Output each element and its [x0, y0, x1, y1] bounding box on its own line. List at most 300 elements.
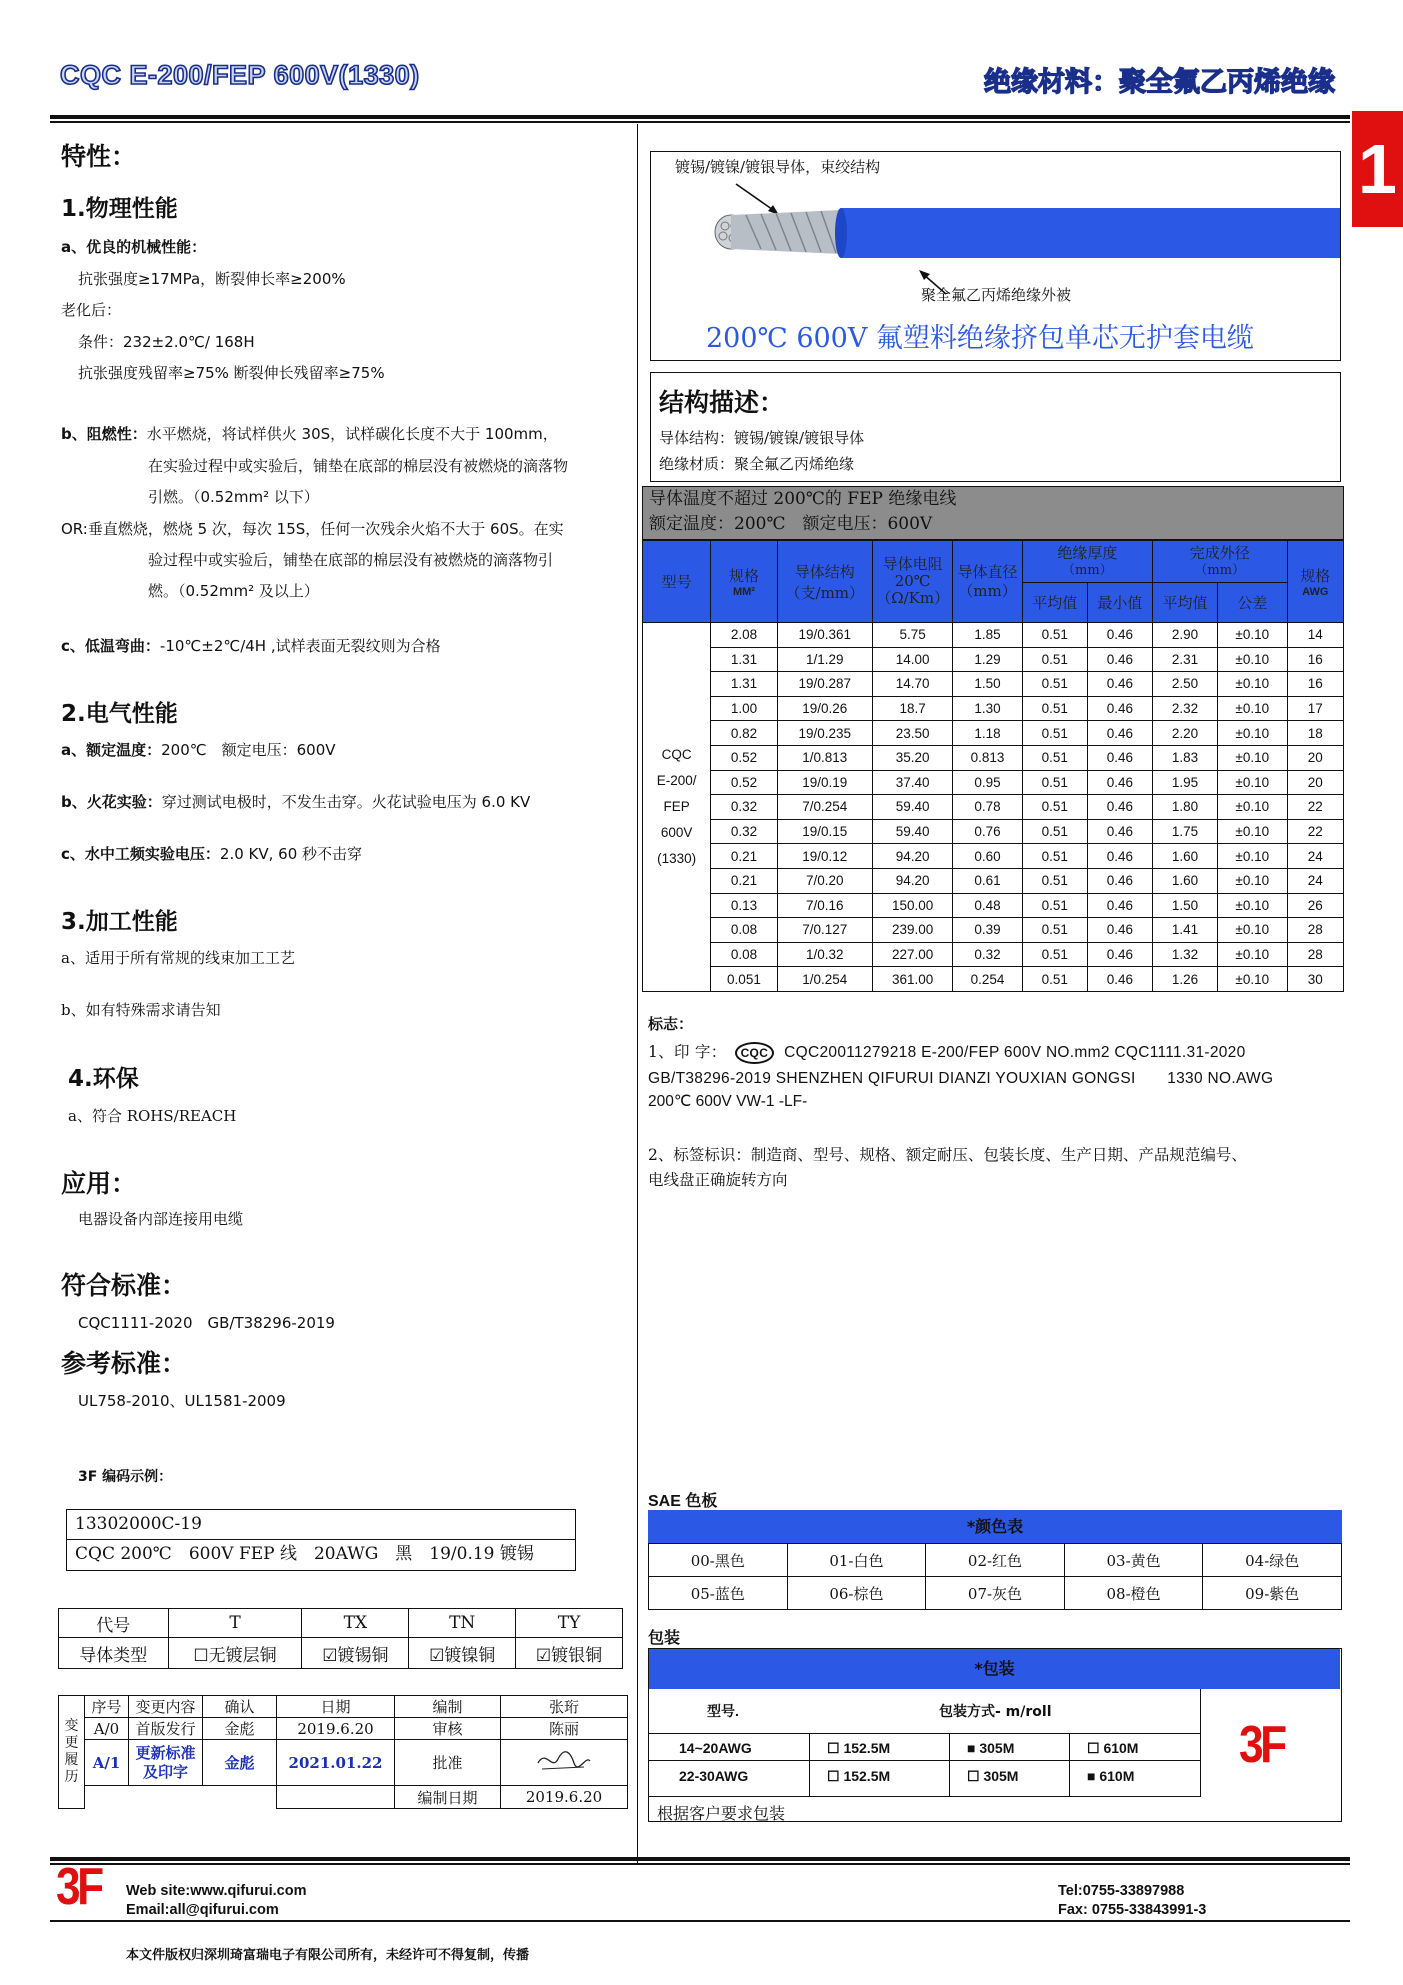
spec-row	[643, 770, 1344, 795]
spec-cell: 0.51	[1022, 721, 1087, 746]
spec-cell: ±0.10	[1218, 967, 1287, 992]
spec-cell: 0.46	[1087, 819, 1152, 844]
th-res-unit: （Ω/Km）	[876, 589, 950, 607]
spec-cell: 7/0.254	[777, 795, 873, 820]
spec-cell: 35.20	[873, 745, 953, 770]
th-model: 型号	[643, 541, 711, 623]
banner-line2: 额定温度：200℃ 额定电压：600V	[649, 514, 933, 534]
footer-tel: Tel:0755-33897988	[1058, 1883, 1185, 1899]
spec-cell: 239.00	[873, 918, 953, 943]
spec-row	[643, 672, 1344, 697]
spec-cell: 0.46	[1087, 942, 1152, 967]
spec-cell: 23.50	[873, 721, 953, 746]
spec-cell: 2.32	[1152, 696, 1217, 721]
code-header: 代号	[59, 1609, 169, 1638]
spec-cell: 1.50	[1152, 893, 1217, 918]
revision-cell: 金彪	[203, 1718, 277, 1740]
spec-cell: 16	[1287, 647, 1344, 672]
code-table	[58, 1608, 623, 1669]
spec-cell: 22	[1287, 795, 1344, 820]
revision-table	[58, 1695, 628, 1809]
spec-cell: 0.46	[1087, 893, 1152, 918]
diagram-caption: 200℃ 600V 氟塑料绝缘挤包单芯无护套电缆	[706, 323, 1254, 354]
mech-title: a、优良的机械性能：	[61, 238, 207, 256]
spec-cell: 0.51	[1022, 647, 1087, 672]
spec-table	[642, 540, 1344, 992]
marking-title: 标志：	[648, 1015, 694, 1033]
flame-label: b、阻燃性：	[61, 425, 147, 443]
color-cell: 07-灰色	[926, 1577, 1065, 1610]
flame-line1: 水平燃烧，将试样供火 30S，试样碳化长度不大于 100mm，	[146, 425, 558, 443]
spec-cell: 1.95	[1152, 770, 1217, 795]
spec-cell: 59.40	[873, 819, 953, 844]
spec-row	[643, 745, 1344, 770]
vertical-line1: OR:垂直燃烧，燃烧 5 次，每次 15S，任何一次残余火焰不大于 60S。在实	[61, 520, 564, 538]
packing-logo: 3F	[1238, 1716, 1284, 1774]
color-cell: 09-紫色	[1203, 1577, 1342, 1610]
th-od-unit: （mm）	[1194, 562, 1246, 578]
revision-footer-label: 编制日期	[395, 1786, 501, 1809]
spec-cell: 1.75	[1152, 819, 1217, 844]
spec-cell: 0.46	[1087, 647, 1152, 672]
spec-cell: 5.75	[873, 623, 953, 648]
spec-cell: ±0.10	[1218, 819, 1287, 844]
spec-cell: 19/0.12	[777, 844, 873, 869]
spec-cell: 0.51	[1022, 967, 1087, 992]
spec-cell: 14	[1287, 623, 1344, 648]
spec-cell: 0.46	[1087, 721, 1152, 746]
spec-cell: 18.7	[873, 696, 953, 721]
spec-cell: 0.51	[1022, 672, 1087, 697]
spec-cell: 0.82	[711, 721, 777, 746]
packing-h-model: 型号.	[707, 1703, 739, 1719]
revision-cell: A/1	[85, 1740, 129, 1786]
checkbox-icon: ☑	[535, 1645, 552, 1666]
spec-cell: 22	[1287, 819, 1344, 844]
color-cell: 06-棕色	[787, 1577, 926, 1610]
colors-bar: *颜色表	[648, 1510, 1342, 1543]
signature	[501, 1740, 628, 1786]
standards-title: 符合标准：	[61, 1271, 187, 1300]
th-ins-unit: （mm）	[1062, 562, 1113, 578]
spec-cell: 37.40	[873, 770, 953, 795]
packing-option: 305M	[983, 1768, 1019, 1784]
spark-text: 穿过测试电极时，不发生击穿。火花试验电压为 6.0 KV	[161, 793, 531, 811]
spec-cell: 0.46	[1087, 795, 1152, 820]
th-od-avg: 平均值	[1152, 583, 1217, 623]
th-size: 规格	[728, 567, 759, 585]
spec-cell: 0.48	[953, 893, 1022, 918]
spec-cell: 0.051	[711, 967, 777, 992]
packing-option: 152.5M	[843, 1740, 891, 1756]
spec-cell: 0.254	[953, 967, 1022, 992]
standards-text: CQC1111-2020 GB/T38296-2019	[78, 1314, 335, 1332]
spec-cell: 20	[1287, 770, 1344, 795]
packing-box	[648, 1648, 1342, 1822]
spec-cell: 0.76	[953, 819, 1022, 844]
code-option: 镀镍铜	[444, 1645, 496, 1666]
spec-cell: 0.46	[1087, 770, 1152, 795]
spec-cell: 1.80	[1152, 795, 1217, 820]
spec-cell: 28	[1287, 918, 1344, 943]
footer-rule-thin	[50, 1863, 1350, 1865]
spec-cell: 0.51	[1022, 770, 1087, 795]
packing-option: 305M	[979, 1740, 1015, 1756]
spec-cell: ±0.10	[1218, 672, 1287, 697]
spec-row	[643, 819, 1344, 844]
spec-cell: 1/0.254	[777, 967, 873, 992]
code-header: TN	[409, 1609, 516, 1638]
spec-cell: 20	[1287, 745, 1344, 770]
spec-cell: ±0.10	[1218, 942, 1287, 967]
spec-cell: 0.46	[1087, 745, 1152, 770]
reference-text: UL758-2010、UL1581-2009	[78, 1392, 286, 1410]
env-a: a、符合 ROHS/REACH	[68, 1107, 237, 1125]
packing-grid	[649, 1689, 1201, 1797]
banner-line1: 导体温度不超过 200℃的 FEP 绝缘电线	[649, 489, 957, 509]
color-table	[648, 1543, 1342, 1610]
spec-cell: 0.46	[1087, 672, 1152, 697]
spec-model-line: E-200/	[656, 772, 697, 788]
spec-cell: 1/1.29	[777, 647, 873, 672]
footer-logo: 3F	[55, 1858, 101, 1916]
marking-label-1: 1、印 字：	[648, 1043, 727, 1061]
revision-cell: 2021.01.22	[277, 1740, 395, 1786]
packing-title: 包装	[648, 1628, 681, 1647]
spec-cell: 24	[1287, 868, 1344, 893]
color-cell: 04-绿色	[1203, 1544, 1342, 1577]
spec-cell: 1.00	[711, 696, 777, 721]
th-size-unit: MM²	[732, 586, 755, 598]
th-awg: 规格	[1300, 567, 1331, 585]
spec-row	[643, 893, 1344, 918]
spec-cell: 0.51	[1022, 745, 1087, 770]
spec-model-line: 600V	[660, 824, 693, 840]
revision-header: 序号	[85, 1696, 129, 1718]
application-title: 应用：	[61, 1169, 137, 1198]
revision-cell: 陈丽	[501, 1718, 628, 1740]
spec-model-line: (1330)	[657, 850, 697, 866]
spec-row	[643, 868, 1344, 893]
spec-cell: 0.13	[711, 893, 777, 918]
packing-option: 610M	[1099, 1768, 1135, 1784]
revision-cell: 2019.6.20	[277, 1718, 395, 1740]
spark-label: b、火花实验：	[61, 793, 162, 811]
th-ins: 绝缘厚度	[1057, 543, 1118, 562]
water-text: 2.0 KV, 60 秒不击穿	[219, 845, 363, 863]
footer-copyright: 本文件版权归深圳琦富瑞电子有限公司所有，未经许可不得复制，传播	[126, 1948, 530, 1963]
spec-row	[643, 696, 1344, 721]
spec-cell: 30	[1287, 967, 1344, 992]
spec-cell: ±0.10	[1218, 844, 1287, 869]
spec-cell: 0.78	[953, 795, 1022, 820]
revision-header: 变更内容	[129, 1696, 203, 1718]
processing-b: b、如有特殊需求请告知	[61, 1001, 221, 1019]
env-title: 4.环保	[68, 1066, 139, 1092]
spec-row	[643, 623, 1344, 648]
code-option: 镀银铜	[551, 1645, 603, 1666]
code-option: 镀锡铜	[337, 1645, 389, 1666]
spec-cell: 17	[1287, 696, 1344, 721]
spec-cell: 0.51	[1022, 795, 1087, 820]
revision-cell: 审核	[395, 1718, 501, 1740]
th-ins-avg: 平均值	[1022, 583, 1087, 623]
code-header: TX	[302, 1609, 409, 1638]
spec-cell: 2.08	[711, 623, 777, 648]
th-struct: 导体结构	[794, 562, 855, 581]
color-cell: 03-黄色	[1064, 1544, 1203, 1577]
spec-cell: 0.51	[1022, 819, 1087, 844]
header-doc-code: CQC E-200/FEP 600V(1330)	[60, 60, 420, 90]
spec-row	[643, 942, 1344, 967]
revision-header: 日期	[277, 1696, 395, 1718]
th-od: 完成外径	[1189, 543, 1250, 562]
spec-cell: 0.813	[953, 745, 1022, 770]
header-rule	[50, 115, 1350, 119]
code-header: TY	[516, 1609, 623, 1638]
spec-cell: 1.50	[953, 672, 1022, 697]
spec-cell: 0.51	[1022, 623, 1087, 648]
vertical-line3: 燃。（0.52mm² 及以上）	[148, 582, 319, 600]
structure-conductor: 导体结构：镀锡/镀镍/镀银导体	[659, 429, 865, 447]
column-divider	[637, 124, 638, 1864]
spec-cell: 0.46	[1087, 868, 1152, 893]
spec-cell: 14.70	[873, 672, 953, 697]
spec-cell: 0.51	[1022, 893, 1087, 918]
spec-cell: ±0.10	[1218, 795, 1287, 820]
spec-cell: 0.39	[953, 918, 1022, 943]
revision-side-label: 变更履历	[59, 1696, 85, 1809]
marking-line3: 200℃ 600V VW-1 -LF-	[648, 1093, 808, 1110]
color-cell: 00-黑色	[649, 1544, 788, 1577]
th-ins-min: 最小值	[1087, 583, 1152, 623]
spec-cell: 19/0.361	[777, 623, 873, 648]
footer-fax: Fax: 0755-33843991-3	[1058, 1902, 1207, 1918]
spec-banner	[642, 486, 1344, 540]
spec-cell: 0.46	[1087, 696, 1152, 721]
spec-row	[643, 647, 1344, 672]
spec-cell: 1.85	[953, 623, 1022, 648]
th-dia: 导体直径	[957, 562, 1018, 581]
spec-cell: 19/0.235	[777, 721, 873, 746]
spec-cell: 0.46	[1087, 844, 1152, 869]
th-awg-unit: AWG	[1302, 586, 1329, 598]
aging-label: 老化后：	[61, 301, 122, 319]
packing-note: 根据客户要求包装	[657, 1804, 786, 1823]
spec-cell: 150.00	[873, 893, 953, 918]
spec-model-line: FEP	[663, 798, 690, 814]
marking-line2: GB/T38296-2019 SHENZHEN QIFURUI DIANZI YOUXIAN GONGSI 1330 NO.AWG	[648, 1070, 1274, 1087]
processing-a: a、适用于所有常规的线束加工工艺	[61, 949, 295, 967]
footer-email[interactable]: Email:all@qifurui.com	[126, 1902, 279, 1918]
option-icon: ☐	[827, 1740, 840, 1756]
wire-insulation	[841, 208, 1340, 258]
packing-model: 14~20AWG	[679, 1740, 752, 1756]
spec-cell: 0.46	[1087, 623, 1152, 648]
revision-cell: 金彪	[203, 1740, 277, 1786]
rated-text: 200℃ 额定电压：600V	[161, 741, 336, 759]
spec-cell: 26	[1287, 893, 1344, 918]
packing-model: 22-30AWG	[679, 1768, 749, 1784]
marking-label2-line2: 电线盘正确旋转方向	[648, 1171, 788, 1189]
code-example-code: 13302000C-19	[67, 1510, 575, 1540]
spec-cell: ±0.10	[1218, 696, 1287, 721]
footer-web[interactable]: Web site:www.qifurui.com	[126, 1883, 307, 1899]
spec-cell: ±0.10	[1218, 721, 1287, 746]
spec-cell: 1.83	[1152, 745, 1217, 770]
spec-cell: 7/0.16	[777, 893, 873, 918]
checkbox-icon: ☑	[322, 1645, 338, 1666]
structure-insulation: 绝缘材质：聚全氟乙丙烯绝缘	[659, 455, 855, 473]
code-example-title: 3F 编码示例：	[78, 1469, 173, 1485]
revision-header: 张珩	[501, 1696, 628, 1718]
spec-cell: ±0.10	[1218, 770, 1287, 795]
spec-cell: 0.08	[711, 942, 777, 967]
mech-text: 抗张强度≥17MPa，断裂伸长率≥200%	[78, 270, 346, 288]
revision-cell: 批准	[395, 1740, 501, 1786]
spec-cell: 19/0.19	[777, 770, 873, 795]
structure-title: 结构描述：	[659, 388, 785, 417]
flame-line2: 在实验过程中或实验后，铺垫在底部的棉层没有被燃烧的滴落物	[148, 457, 569, 475]
spec-cell: 0.95	[953, 770, 1022, 795]
code-example-box	[66, 1509, 576, 1571]
spec-cell: 94.20	[873, 868, 953, 893]
code-header: T	[168, 1609, 302, 1638]
flame-line3: 引燃。（0.52mm² 以下）	[148, 488, 319, 506]
spec-cell: 14.00	[873, 647, 953, 672]
code-example-desc: CQC 200℃ 600V FEP 线 20AWG 黑 19/0.19 镀锡	[75, 1544, 534, 1564]
spec-cell: 0.51	[1022, 918, 1087, 943]
th-struct-unit: （支/mm）	[785, 583, 865, 602]
spec-row	[643, 918, 1344, 943]
physical-title: 1.物理性能	[61, 196, 178, 222]
spec-cell: 7/0.127	[777, 918, 873, 943]
packing-h-method: 包装方式- m/roll	[939, 1704, 1052, 1720]
packing-option: 152.5M	[843, 1768, 891, 1784]
checkbox-icon: ☐	[193, 1645, 209, 1666]
spec-cell: 19/0.287	[777, 672, 873, 697]
rated-label: a、额定温度：	[61, 741, 162, 759]
spec-cell: ±0.10	[1218, 893, 1287, 918]
wire-diagram-box	[650, 151, 1341, 361]
spec-cell: 2.31	[1152, 647, 1217, 672]
aging-condition: 条件：232±2.0℃/ 168H	[78, 333, 255, 351]
spec-row	[643, 967, 1344, 992]
spec-cell: 0.46	[1087, 967, 1152, 992]
spec-cell: 1.31	[711, 672, 777, 697]
colors-title: SAE 色板	[648, 1493, 718, 1510]
spec-cell: 1.30	[953, 696, 1022, 721]
spec-cell: 1.31	[711, 647, 777, 672]
insulation-label: 聚全氟乙丙烯绝缘外被	[921, 286, 1072, 304]
cold-bend-text: -10℃±2℃/4H ,试样表面无裂纹则为合格	[159, 637, 441, 655]
footer-rule	[50, 1857, 1350, 1861]
option-icon: ☐	[1087, 1740, 1100, 1756]
conductor-label: 镀锡/镀镍/镀银导体，束绞结构	[675, 158, 881, 176]
reference-title: 参考标准：	[61, 1349, 187, 1378]
cqc-logo: CQC	[735, 1042, 775, 1064]
spec-row	[643, 721, 1344, 746]
spec-cell: 1.60	[1152, 868, 1217, 893]
spec-cell: 0.60	[953, 844, 1022, 869]
checkbox-icon: ☑	[429, 1645, 445, 1666]
spec-cell: 19/0.26	[777, 696, 873, 721]
spec-row	[643, 795, 1344, 820]
spec-cell: 0.46	[1087, 918, 1152, 943]
color-cell: 08-橙色	[1064, 1577, 1203, 1610]
th-od-tol: 公差	[1218, 583, 1287, 623]
color-cell: 02-红色	[926, 1544, 1065, 1577]
packing-option: 610M	[1103, 1740, 1139, 1756]
spec-cell: 1.32	[1152, 942, 1217, 967]
spec-cell: 227.00	[873, 942, 953, 967]
marking-label2-line1: 2、标签标识：制造商、型号、规格、额定耐压、包装长度、生产日期、产品规范编号、	[648, 1146, 1247, 1164]
aging-retention: 抗张强度残留率≥75% 断裂伸长残留率≥75%	[78, 364, 385, 382]
spec-cell: 1.18	[953, 721, 1022, 746]
option-icon: ■	[1087, 1768, 1096, 1784]
code-option: 无镀层铜	[208, 1645, 277, 1666]
spec-cell: 1.41	[1152, 918, 1217, 943]
spec-cell: ±0.10	[1218, 623, 1287, 648]
spec-cell: 1.29	[953, 647, 1022, 672]
spec-cell: 28	[1287, 942, 1344, 967]
spec-cell: ±0.10	[1218, 868, 1287, 893]
spec-cell: 2.90	[1152, 623, 1217, 648]
spec-cell: 0.21	[711, 844, 777, 869]
spec-cell: 0.08	[711, 918, 777, 943]
header-rule-thin	[50, 121, 1350, 123]
spec-cell: 1.60	[1152, 844, 1217, 869]
option-icon: ☐	[967, 1768, 980, 1784]
spec-cell: ±0.10	[1218, 918, 1287, 943]
header-material: 绝缘材料：聚全氟乙丙烯绝缘	[984, 67, 1335, 98]
water-label: c、水中工频实验电压：	[61, 845, 220, 863]
spec-cell: 0.51	[1022, 942, 1087, 967]
cold-bend-label: c、低温弯曲：	[61, 637, 160, 655]
processing-title: 3.加工性能	[61, 909, 178, 935]
revision-cell: 更新标准及印字	[129, 1740, 203, 1786]
footer-rule-bottom	[50, 1920, 1350, 1922]
spec-cell: 59.40	[873, 795, 953, 820]
revision-header: 编制	[395, 1696, 501, 1718]
vertical-line2: 验过程中或实验后，铺垫在底部的棉层没有被燃烧的滴落物引	[148, 551, 554, 569]
spec-cell: 0.52	[711, 745, 777, 770]
spec-cell: 1.26	[1152, 967, 1217, 992]
spec-model-cell	[643, 623, 711, 992]
page-number: 1	[1352, 111, 1403, 227]
color-cell: 01-白色	[787, 1544, 926, 1577]
spec-cell: 0.51	[1022, 696, 1087, 721]
th-res: 导体电阻	[882, 555, 943, 573]
packing-bar: *包装	[649, 1649, 1340, 1689]
revision-footer-value: 2019.6.20	[501, 1786, 628, 1809]
spec-cell: 0.21	[711, 868, 777, 893]
revision-header: 确认	[203, 1696, 277, 1718]
spec-cell: ±0.10	[1218, 647, 1287, 672]
spec-cell: 0.52	[711, 770, 777, 795]
spec-cell: 19/0.15	[777, 819, 873, 844]
spec-cell: 7/0.20	[777, 868, 873, 893]
spec-cell: 94.20	[873, 844, 953, 869]
spec-cell: 1/0.813	[777, 745, 873, 770]
properties-title: 特性：	[61, 142, 137, 171]
th-res-temp: 20℃	[894, 572, 931, 590]
spec-cell: 361.00	[873, 967, 953, 992]
spec-cell: 2.50	[1152, 672, 1217, 697]
revision-cell: A/0	[85, 1718, 129, 1740]
marking-line1: CQC20011279218 E-200/FEP 600V NO.mm2 CQC1111.31-2020	[784, 1044, 1246, 1061]
th-dia-unit: （mm）	[958, 581, 1017, 600]
